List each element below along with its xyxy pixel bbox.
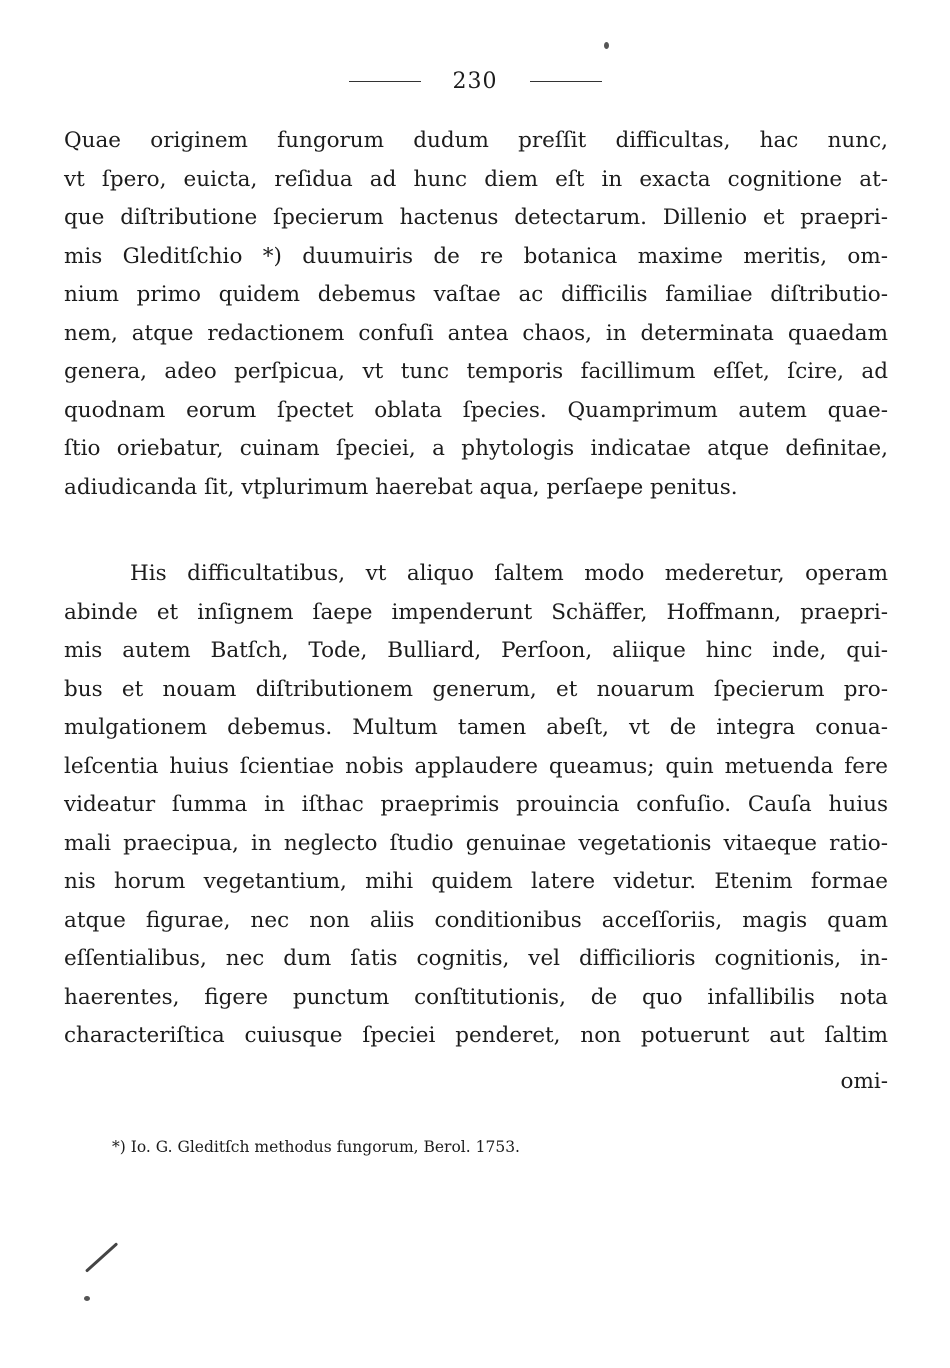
text-line: genera, adeo perſpicua, vt tunc temporis facillimum eſſet, ſcire, ad [64,359,888,384]
ink-speck [604,42,609,49]
paragraph-1 [64,122,888,507]
footnote: *) Io. G. Gleditſch methodus fungorum, Berol. 1753. [112,1138,520,1156]
text-line: mali praecipua, in neglecto ſtudio genuinae vegetationis vitaeque ratio- [64,830,888,856]
text-line: quodnam eorum ſpectet oblata ſpecies. Quamprimum autem quae- [64,397,888,423]
pen-mark [85,1242,118,1272]
paragraph-2 [64,555,888,1056]
text-line: His difficultatibus, vt aliquo ſaltem modo mederetur, operam [130,561,888,586]
text-line: abinde et inſignem ſaepe impenderunt Schäffer, Hoffmann, praepri- [64,599,888,625]
text-line: haerentes, figere punctum conſtitutionis, de quo infallibilis nota [64,984,888,1010]
text-line: ſtio oriebatur, cuinam ſpeciei, a phytologis indicatae atque definitae, [64,436,888,461]
header-rule-left [349,81,421,82]
text-line: nem, atque redactionem confuſi antea chaos, in determinata quaedam [64,320,888,346]
page-number: 230 [452,68,498,94]
text-line: mis autem Batſch, Tode, Bulliard, Perſoon, aliique hinc inde, qui- [64,638,888,663]
text-line: adiudicanda ſit, vtplurimum haerebat aqua, perſaepe penitus. [64,474,738,500]
catchword: omi- [840,1069,888,1094]
text-line: Quae originem fungorum dudum preſſit difficultas, hac nunc, [64,128,888,153]
text-line: leſcentia huius ſcientiae nobis applaudere queamus; quin metuenda fere [64,753,888,779]
text-line: nium primo quidem debemus vaſtae ac difficilis familiae diſtributio- [64,282,888,307]
text-line: que diſtributione ſpecierum hactenus detectarum. Dillenio et praepri- [64,205,888,230]
page-header [0,68,950,94]
text-line: mis Gleditſchio *) duumuiris de re botanica maxime meritis, om- [64,243,888,269]
text-line: atque figurae, nec non aliis conditionibus acceſſoriis, magis quam [64,907,888,933]
catchword-block [64,1063,888,1102]
text-line: eſſentialibus, nec dum ſatis cognitis, vel difficilioris cognitionis, in- [64,946,888,971]
ink-speck [84,1296,90,1301]
text-line: videatur ſumma in iſthac praeprimis prouincia confuſio. Cauſa huius [64,792,888,817]
text-line: bus et nouam diſtributionem generum, et nouarum ſpecierum pro- [64,676,888,702]
text-line: mulgationem debemus. Multum tamen abeſt, vt de integra conua- [64,715,888,740]
text-line: nis horum vegetantium, mihi quidem latere videtur. Etenim formae [64,869,888,894]
header-rule-right [530,81,602,82]
text-line: characteriſtica cuiusque ſpeciei penderet, non potuerunt aut ſaltim [64,1023,888,1048]
text-line: vt ſpero, euicta, reſidua ad hunc diem eſt in exacta cognitione at- [64,166,888,192]
